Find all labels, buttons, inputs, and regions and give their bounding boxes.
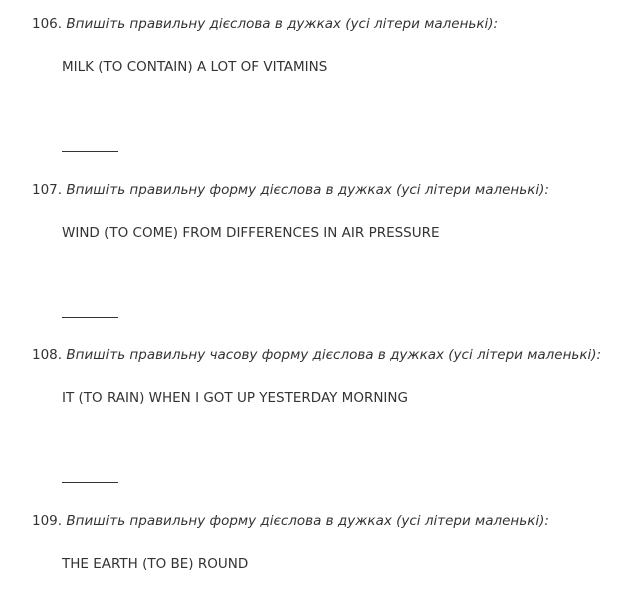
question-instruction: Впишіть правильну часову форму дієслова в дужках (усі літери маленькі):	[66, 347, 602, 363]
question-sentence: WIND (TO COME) FROM DIFFERENCES IN AIR PRESSURE	[62, 225, 440, 241]
question-number: 106.	[32, 16, 63, 32]
question-instruction: Впишіть правильну дієслова в дужках (усі літери маленькі):	[66, 16, 499, 32]
question-header	[32, 181, 549, 199]
answer-blank[interactable]	[62, 317, 118, 318]
question-header	[32, 346, 601, 364]
answer-blank[interactable]	[62, 151, 118, 152]
question-number: 107.	[32, 182, 63, 198]
question-sentence: MILK (TO CONTAIN) A LOT OF VITAMINS	[62, 59, 328, 75]
question-instruction: Впишіть правильну форму дієслова в дужках (усі літери маленькі):	[66, 182, 549, 198]
question-instruction: Впишіть правильну форму дієслова в дужках (усі літери маленькі):	[66, 513, 549, 529]
question-number: 109.	[32, 513, 63, 529]
answer-blank[interactable]	[62, 482, 118, 483]
question-sentence: IT (TO RAIN) WHEN I GOT UP YESTERDAY MORNING	[62, 390, 408, 406]
question-header	[32, 15, 498, 33]
question-number: 108.	[32, 347, 63, 363]
question-header	[32, 512, 549, 530]
question-sentence: THE EARTH (TO BE) ROUND	[62, 556, 249, 572]
